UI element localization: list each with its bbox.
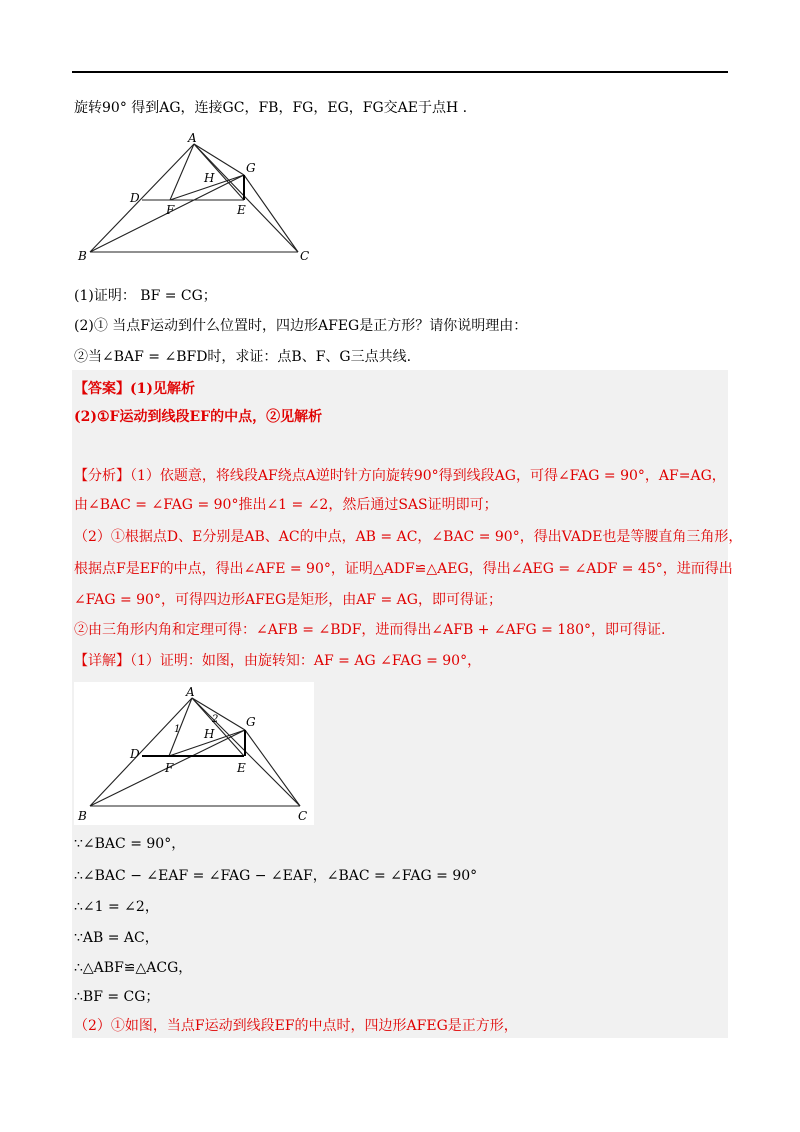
label-C: C [298,809,308,823]
question-1: (1)证明： BF = CG； [74,288,217,304]
geometry-figure-2 [74,682,314,825]
detail-step-3: ∴∠1 = ∠2， [74,899,159,915]
label-G: G [246,161,256,175]
header-rule [72,71,728,73]
label-E: E [237,761,246,775]
question-2b: ②当∠BAF = ∠BFD时，求证：点B、F、G三点共线. [74,349,412,365]
answer-line-2: (2)①F运动到线段EF的中点，②见解析 [74,409,323,425]
label-B: B [78,249,87,263]
label-D: D [130,747,140,761]
detail-step-6: ∴BF = CG； [74,989,160,1005]
label-H: H [204,171,215,185]
answer-line-1: 【答案】(1)见解析 [74,381,195,397]
label-A: A [188,131,197,145]
intro-line: 旋转90° 得到AG，连接GC，FB，FG，EG，FG交AE于点H . [74,100,468,116]
detail-step-5: ∴△ABF≌△ACG， [74,960,193,976]
analysis-line-4: 根据点F是EF的中点，得出∠AFE = 90°，证明△ADF≌△AEG，得出∠AEG = ∠ADF = 45°，进而得出 [74,561,733,577]
detail-step-1: ∵∠BAC = 90°， [74,836,186,852]
detail-step-4: ∵AB = AC， [74,930,159,946]
angle-2-label: 2 [212,714,219,725]
analysis-line-2: 由∠BAC = ∠FAG = 90°推出∠1 = ∠2，然后通过SAS证明即可； [74,497,498,513]
analysis-line-6: ②由三角形内角和定理可得：∠AFB = ∠BDF，进而得出∠AFB + ∠AFG = 180°，即可得证. [74,622,666,638]
label-F: F [165,761,174,775]
question-2a: (2)① 当点F运动到什么位置时，四边形AFEG是正方形？请你说明理由： [74,318,528,334]
label-C: C [300,249,310,263]
label-E: E [237,203,246,217]
label-G: G [246,715,256,729]
detail-step-2: ∴∠BAC − ∠EAF = ∠FAG − ∠EAF，∠BAC = ∠FAG = 90° [74,868,478,884]
analysis-line-3: （2）①根据点D、E分别是AB、AC的中点，AB = AC，∠BAC = 90°，得出VADE也是等腰直角三角形， [74,529,743,545]
label-A: A [186,685,195,699]
detail-line-1: 【详解】（1）证明：如图，由旋转知：AF = AG ∠FAG = 90°， [74,653,482,669]
geometry-figure-1 [74,130,324,265]
analysis-line-1: 【分析】（1）依题意，将线段AF绕点A逆时针方向旋转90°得到线段AG，可得∠FAG = 90°，AF=AG， [74,468,726,484]
label-D: D [130,191,140,205]
label-B: B [78,809,87,823]
detail-step-7: （2）①如图，当点F运动到线段EF的中点时，四边形AFEG是正方形， [74,1018,518,1034]
angle-1-label: 1 [174,724,181,735]
label-F: F [166,203,175,217]
analysis-line-5: ∠FAG = 90°，可得四边形AFEG是矩形，由AF = AG，即可得证； [74,592,502,608]
label-H: H [204,727,215,741]
